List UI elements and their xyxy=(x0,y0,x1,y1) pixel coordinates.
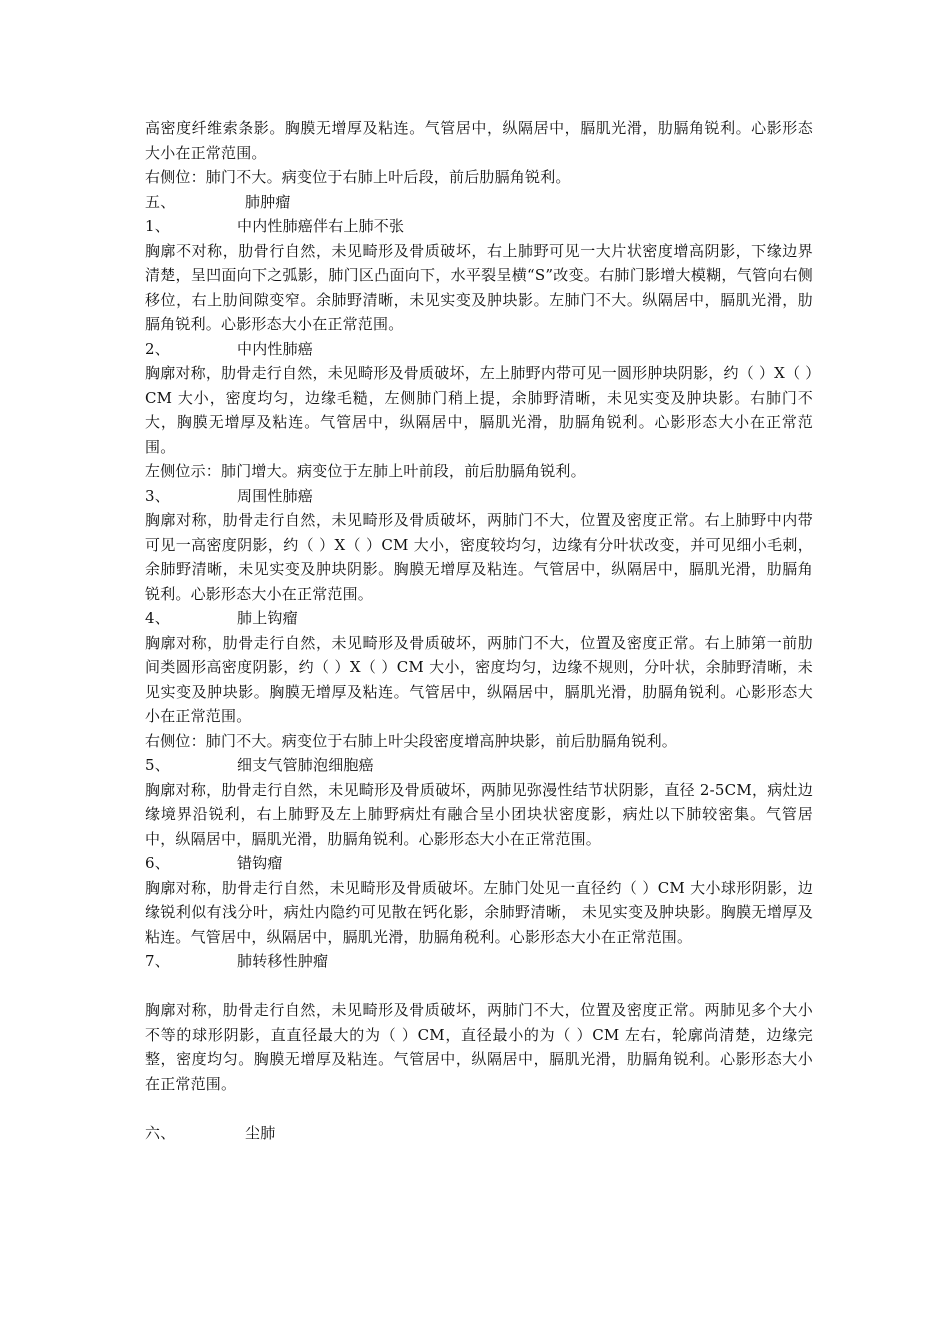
subsection-title: 肺转移性肿瘤 xyxy=(237,952,329,970)
paragraph: 胸廓对称，肋骨走行自然，未见畸形及骨质破坏。左肺门处见一直径约（ ）CM 大小球形阴影，边缘锐利似有浅分叶，病灶内隐约可见散在钙化影，余肺野清晰， 未见实变及肿块影。胸膜无增厚及粘连。气管居中，纵隔居中，膈肌光滑，肋膈角税利。心影形态大小在正常范围。 xyxy=(145,878,813,946)
section-number: 五、 xyxy=(145,192,176,211)
paragraph: 胸廓对称，肋骨走行自然，未见畸形及骨质破坏，两肺门不大，位置及密度正常。右上肺第一前肋间类圆形高密度阴影，约（ ）X（ ）CM 大小，密度均匀，边缘不规则，分叶状，余肺野清晰，未见实变及肿块影。胸膜无增厚及粘连。气管居中，纵隔居中，膈肌光滑，肋膈角锐利。心影形态大小在正常范围。 xyxy=(145,633,813,725)
subsection-title: 细支气管肺泡细胞癌 xyxy=(237,756,374,774)
paragraph: 右侧位：肺门不大。病变位于右肺上叶后段，前后肋膈角锐利。 xyxy=(145,168,571,186)
subsection-heading xyxy=(145,606,813,631)
paragraph: 左侧位示：肺门增大。病变位于左肺上叶前段，前后肋膈角锐利。 xyxy=(145,462,586,480)
paragraph: 胸廓不对称，肋骨行自然，未见畸形及骨质破坏，右上肺野可见一大片状密度增高阴影，下缘边界清楚，呈凹面向下之弧影，肺门区凸面向下，水平裂呈横“S”改变。右肺门影增大模糊，气管向右侧移位，右上肋间隙变窄。余肺野清晰，未见实变及肿块影。左肺门不大。纵隔居中，膈肌光滑，肋膈角锐利。心影形态大小在正常范围。 xyxy=(145,241,813,333)
subsection-number: 3、 xyxy=(145,486,170,505)
paragraph: 高密度纤维索条影。胸膜无增厚及粘连。气管居中，纵隔居中，膈肌光滑，肋膈角锐利。心影形态大小在正常范围。 xyxy=(145,119,813,162)
subsection-heading xyxy=(145,949,813,974)
subsection-heading xyxy=(145,214,813,239)
subsection-number: 5、 xyxy=(145,756,170,774)
subsection-number: 7、 xyxy=(145,952,170,970)
subsection-number: 6、 xyxy=(145,854,170,872)
section-heading xyxy=(145,190,813,215)
blank-line xyxy=(145,974,813,999)
subsection-title: 中内性肺癌伴右上肺不张 xyxy=(237,217,405,235)
section-heading xyxy=(145,1121,813,1146)
section-number: 六、 xyxy=(145,1123,176,1142)
paragraph: 胸廓对称，肋骨走行自然，未见畸形及骨质破坏，两肺门不大，位置及密度正常。右上肺野中内带可见一高密度阴影，约（ ）X（ ）CM 大小，密度较均匀，边缘有分叶状改变，并可见细小毛刺，余肺野清晰，未见实变及肿块阴影。胸膜无增厚及粘连。气管居中，纵隔居中，膈肌光滑，肋膈角锐利。心影形态大小在正常范围。 xyxy=(145,511,813,603)
subsection-heading xyxy=(145,484,813,509)
subsection-heading xyxy=(145,337,813,362)
paragraph: 胸廓对称，肋骨走行自然，未见畸形及骨质破坏，两肺见弥漫性结节状阴影，直径 2-5CM，病灶边缘境界沿锐利，右上肺野及左上肺野病灶有融合呈小团块状密度影，病灶以下肺较密集。气管居中，纵隔居中，膈肌光滑，肋膈角锐利。心影形态大小在正常范围。 xyxy=(145,780,813,848)
subsection-number: 1、 xyxy=(145,217,170,235)
subsection-title: 错钩瘤 xyxy=(237,854,283,872)
subsection-title: 肺上钩瘤 xyxy=(237,609,298,627)
section-title: 肺肿瘤 xyxy=(245,192,291,211)
subsection-heading xyxy=(145,851,813,876)
subsection-title: 周围性肺癌 xyxy=(237,486,314,505)
subsection-title: 中内性肺癌 xyxy=(237,339,314,358)
section-title: 尘肺 xyxy=(245,1123,276,1142)
paragraph: 胸廓对称，肋骨走行自然，未见畸形及骨质破坏，两肺门不大，位置及密度正常。两肺见多个大小不等的球形阴影，直直径最大的为（ ）CM，直径最小的为（ ）CM 左右，轮廓尚清楚，边缘完整，密度均匀。胸膜无增厚及粘连。气管居中，纵隔居中，膈肌光滑，肋膈角锐利。心影形态大小在正常范围。 xyxy=(145,1001,813,1093)
subsection-number: 4、 xyxy=(145,609,170,627)
document-body xyxy=(145,116,813,1145)
paragraph: 胸廓对称，肋骨走行自然，未见畸形及骨质破坏，左上肺野内带可见一圆形肿块阴影，约（ ）X（ ）CM 大小，密度均匀，边缘毛糙，左侧肺门稍上提，余肺野清晰，未见实变及肿块影。右肺门不大，胸膜无增厚及粘连。气管居中，纵隔居中，膈肌光滑，肋膈角锐利。心影形态大小在正常范围。 xyxy=(145,364,813,456)
subsection-heading xyxy=(145,753,813,778)
subsection-number: 2、 xyxy=(145,339,170,358)
blank-line xyxy=(145,1096,813,1121)
paragraph: 右侧位：肺门不大。病变位于右肺上叶尖段密度增高肿块影，前后肋膈角锐利。 xyxy=(145,731,678,750)
